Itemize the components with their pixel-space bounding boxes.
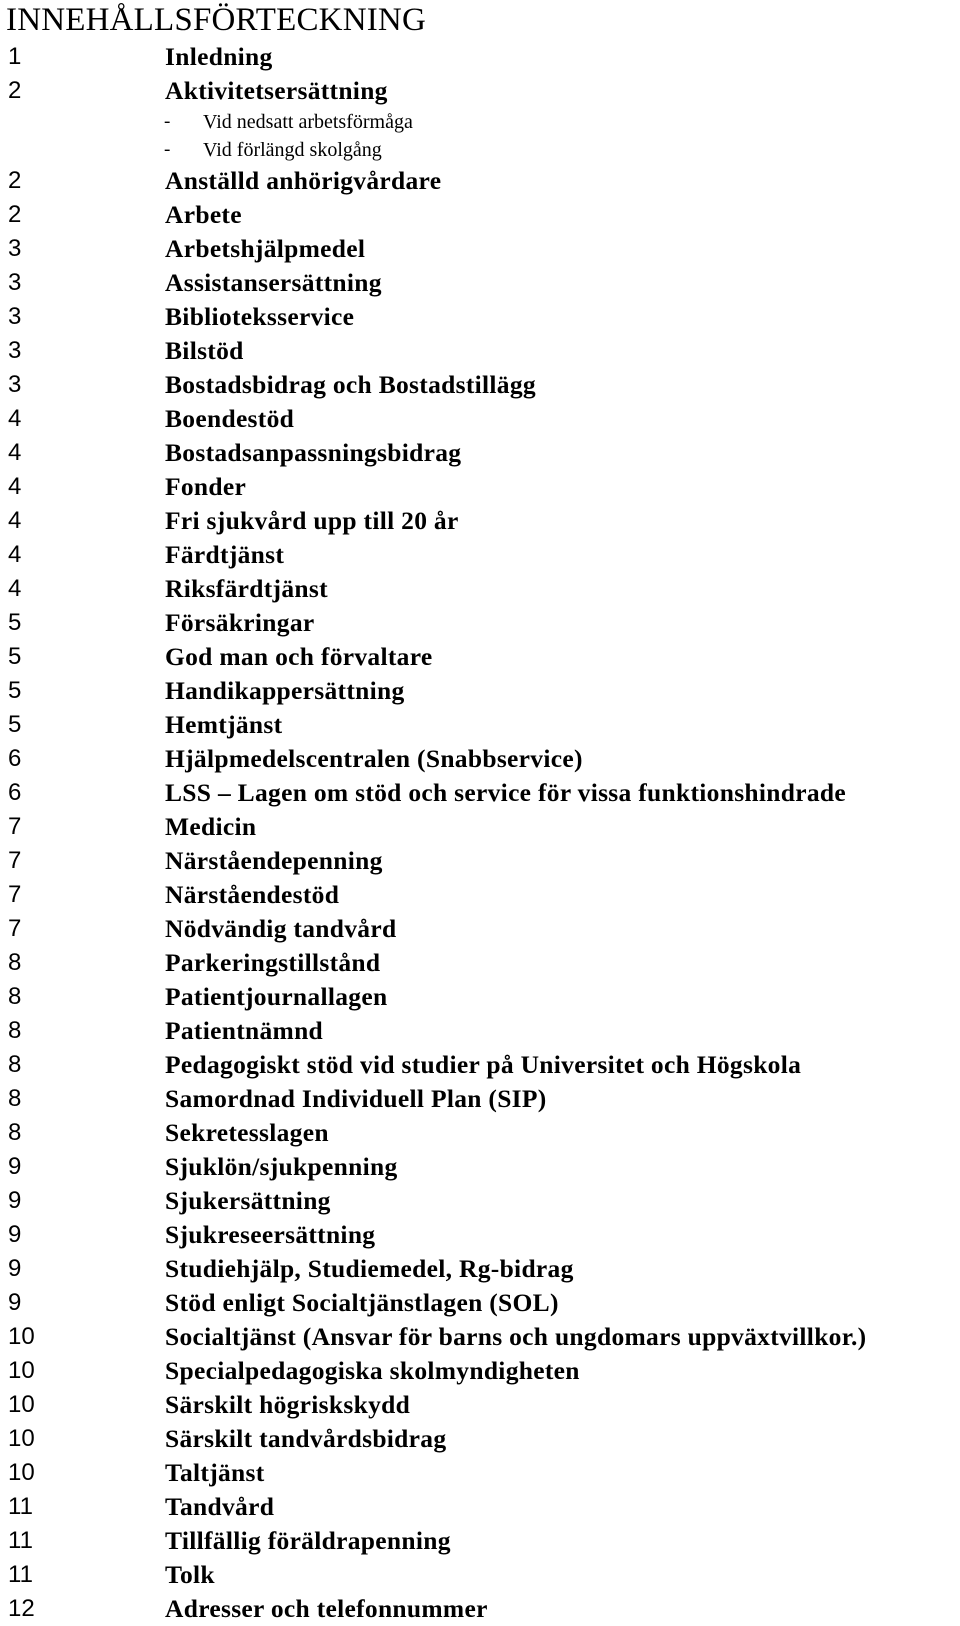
toc-entry — [0, 742, 960, 776]
toc-page-number: 10 — [8, 1391, 35, 1418]
toc-label: Specialpedagogiska skolmyndigheten — [165, 1356, 580, 1385]
toc-label: Medicin — [165, 812, 257, 841]
toc-label: Aktivitetsersättning — [165, 76, 388, 105]
toc-label: Handikappersättning — [165, 676, 405, 705]
toc-label: Arbete — [165, 200, 242, 229]
toc-page-number: 10 — [8, 1459, 35, 1486]
toc-page-number: 2 — [8, 77, 22, 104]
toc-label: Stöd enligt Socialtjänstlagen (SOL) — [165, 1288, 559, 1317]
toc-label: Nödvändig tandvård — [165, 914, 397, 943]
toc-subitem — [0, 136, 960, 164]
toc-label: Taltjänst — [165, 1458, 265, 1487]
toc-label: Sekretesslagen — [165, 1118, 329, 1147]
toc-page-number: 10 — [8, 1425, 35, 1452]
toc-label: Särskilt högriskskydd — [165, 1390, 411, 1419]
toc-label: Närståendestöd — [165, 880, 340, 909]
toc-label: Biblioteksservice — [165, 302, 355, 331]
toc-page-number: 5 — [8, 643, 22, 670]
toc-page-number: 5 — [8, 609, 22, 636]
toc-page-number: 9 — [8, 1153, 22, 1180]
toc-entry — [0, 844, 960, 878]
toc-entry — [0, 266, 960, 300]
toc-label: Bostadsanpassningsbidrag — [165, 438, 462, 467]
toc-label: Anställd anhörigvårdare — [165, 166, 442, 195]
toc-label: Närståendepenning — [165, 846, 383, 875]
toc-entry — [0, 1116, 960, 1150]
toc-label: Riksfärdtjänst — [165, 574, 328, 603]
toc-label: Fri sjukvård upp till 20 år — [165, 506, 459, 535]
toc-page-number: 10 — [8, 1357, 35, 1384]
toc-label: Tolk — [165, 1560, 215, 1589]
toc-page-number: 9 — [8, 1221, 22, 1248]
toc-page-number: 7 — [8, 813, 22, 840]
toc-entry — [0, 776, 960, 810]
toc-label: God man och förvaltare — [165, 642, 433, 671]
toc-page-number: 7 — [8, 915, 22, 942]
toc-page-number: 8 — [8, 1017, 22, 1044]
page-title: INNEHÅLLSFÖRTECKNING — [6, 2, 426, 38]
toc-label: Tillfällig föräldrapenning — [165, 1526, 451, 1555]
toc-label: LSS – Lagen om stöd och service för vissa funktionshindrade — [165, 778, 847, 807]
toc-entry — [0, 1456, 960, 1490]
toc-label: Boendestöd — [165, 404, 295, 433]
toc-page-number: 4 — [8, 439, 22, 466]
toc-entry — [0, 1592, 960, 1626]
toc-page-number: 3 — [8, 269, 22, 296]
toc-entry — [0, 300, 960, 334]
toc-entry — [0, 1150, 960, 1184]
toc-entry — [0, 504, 960, 538]
toc-label: Bilstöd — [165, 336, 244, 365]
toc-page-number: 11 — [8, 1493, 33, 1520]
toc-subitem-label: Vid nedsatt arbetsförmåga — [203, 111, 413, 133]
toc-label: Socialtjänst (Ansvar för barns och ungdomars uppväxtvillkor.) — [165, 1322, 867, 1351]
toc-page-number: 10 — [8, 1323, 35, 1350]
toc-entry — [0, 74, 960, 108]
toc-entry — [0, 1354, 960, 1388]
toc-page-number: 11 — [8, 1561, 33, 1588]
toc-label: Fonder — [165, 472, 247, 501]
toc-page-number: 3 — [8, 337, 22, 364]
toc-page-number: 4 — [8, 405, 22, 432]
toc-label: Sjukreseersättning — [165, 1220, 376, 1249]
toc-page-number: 8 — [8, 1119, 22, 1146]
toc-label: Särskilt tandvårdsbidrag — [165, 1424, 447, 1453]
toc-page-number: 7 — [8, 847, 22, 874]
toc-page-number: 1 — [8, 43, 22, 70]
toc-label: Tandvård — [165, 1492, 275, 1521]
toc-subitem-bullet: - — [164, 111, 171, 132]
toc-subitem-label: Vid förlängd skolgång — [203, 139, 382, 161]
toc-entry — [0, 572, 960, 606]
toc-entry — [0, 334, 960, 368]
toc-label: Arbetshjälpmedel — [165, 234, 366, 263]
table-of-contents — [0, 40, 960, 1626]
toc-subitem-bullet: - — [164, 139, 171, 160]
toc-entry — [0, 1320, 960, 1354]
toc-label: Samordnad Individuell Plan (SIP) — [165, 1084, 547, 1113]
toc-entry — [0, 946, 960, 980]
toc-entry — [0, 1558, 960, 1592]
toc-page-number: 9 — [8, 1289, 22, 1316]
toc-page-number: 3 — [8, 235, 22, 262]
toc-page-number: 6 — [8, 745, 22, 772]
toc-entry — [0, 1218, 960, 1252]
toc-page-number: 8 — [8, 1085, 22, 1112]
toc-entry — [0, 1286, 960, 1320]
toc-entry — [0, 878, 960, 912]
toc-label: Hjälpmedelscentralen (Snabbservice) — [165, 744, 583, 773]
toc-page-number: 7 — [8, 881, 22, 908]
toc-page-number: 8 — [8, 1051, 22, 1078]
toc-entry — [0, 1252, 960, 1286]
toc-entry — [0, 1388, 960, 1422]
toc-label: Pedagogiskt stöd vid studier på Universitet och Högskola — [165, 1050, 802, 1079]
toc-label: Studiehjälp, Studiemedel, Rg-bidrag — [165, 1254, 574, 1283]
toc-page-number: 4 — [8, 507, 22, 534]
toc-entry — [0, 1490, 960, 1524]
toc-page-number: 4 — [8, 473, 22, 500]
toc-page-number: 2 — [8, 201, 22, 228]
toc-entry — [0, 1082, 960, 1116]
toc-page-number: 5 — [8, 711, 22, 738]
toc-entry — [0, 912, 960, 946]
toc-label: Sjukersättning — [165, 1186, 331, 1215]
toc-entry — [0, 198, 960, 232]
toc-entry — [0, 1048, 960, 1082]
toc-label: Adresser och telefonnummer — [165, 1594, 488, 1623]
toc-page-number: 3 — [8, 303, 22, 330]
toc-entry — [0, 810, 960, 844]
toc-page-number: 4 — [8, 541, 22, 568]
toc-label: Patientjournallagen — [165, 982, 388, 1011]
toc-label: Inledning — [165, 42, 273, 71]
toc-page-number: 9 — [8, 1187, 22, 1214]
toc-page-number: 5 — [8, 677, 22, 704]
toc-entry — [0, 232, 960, 266]
toc-label: Assistansersättning — [165, 268, 382, 297]
toc-page-number: 9 — [8, 1255, 22, 1282]
toc-entry — [0, 470, 960, 504]
toc-entry — [0, 1422, 960, 1456]
toc-page-number: 12 — [8, 1595, 35, 1622]
toc-page-number: 2 — [8, 167, 22, 194]
toc-entry — [0, 606, 960, 640]
toc-page-number: 11 — [8, 1527, 33, 1554]
toc-label: Sjuklön/sjukpenning — [165, 1152, 398, 1181]
toc-entry — [0, 980, 960, 1014]
toc-entry — [0, 1014, 960, 1048]
toc-label: Bostadsbidrag och Bostadstillägg — [165, 370, 536, 399]
toc-entry — [0, 538, 960, 572]
toc-label: Patientnämnd — [165, 1016, 324, 1045]
toc-entry — [0, 368, 960, 402]
toc-subitem — [0, 108, 960, 136]
toc-page-number: 4 — [8, 575, 22, 602]
toc-entry — [0, 164, 960, 198]
toc-entry — [0, 402, 960, 436]
toc-entry — [0, 40, 960, 74]
toc-page-number: 6 — [8, 779, 22, 806]
toc-page-number: 8 — [8, 983, 22, 1010]
toc-entry — [0, 708, 960, 742]
toc-label: Försäkringar — [165, 608, 315, 637]
toc-entry — [0, 1524, 960, 1558]
toc-page-number: 8 — [8, 949, 22, 976]
toc-label: Färdtjänst — [165, 540, 285, 569]
toc-label: Parkeringstillstånd — [165, 948, 381, 977]
toc-label: Hemtjänst — [165, 710, 283, 739]
toc-entry — [0, 640, 960, 674]
toc-entry — [0, 674, 960, 708]
toc-entry — [0, 436, 960, 470]
toc-page-number: 3 — [8, 371, 22, 398]
toc-entry — [0, 1184, 960, 1218]
